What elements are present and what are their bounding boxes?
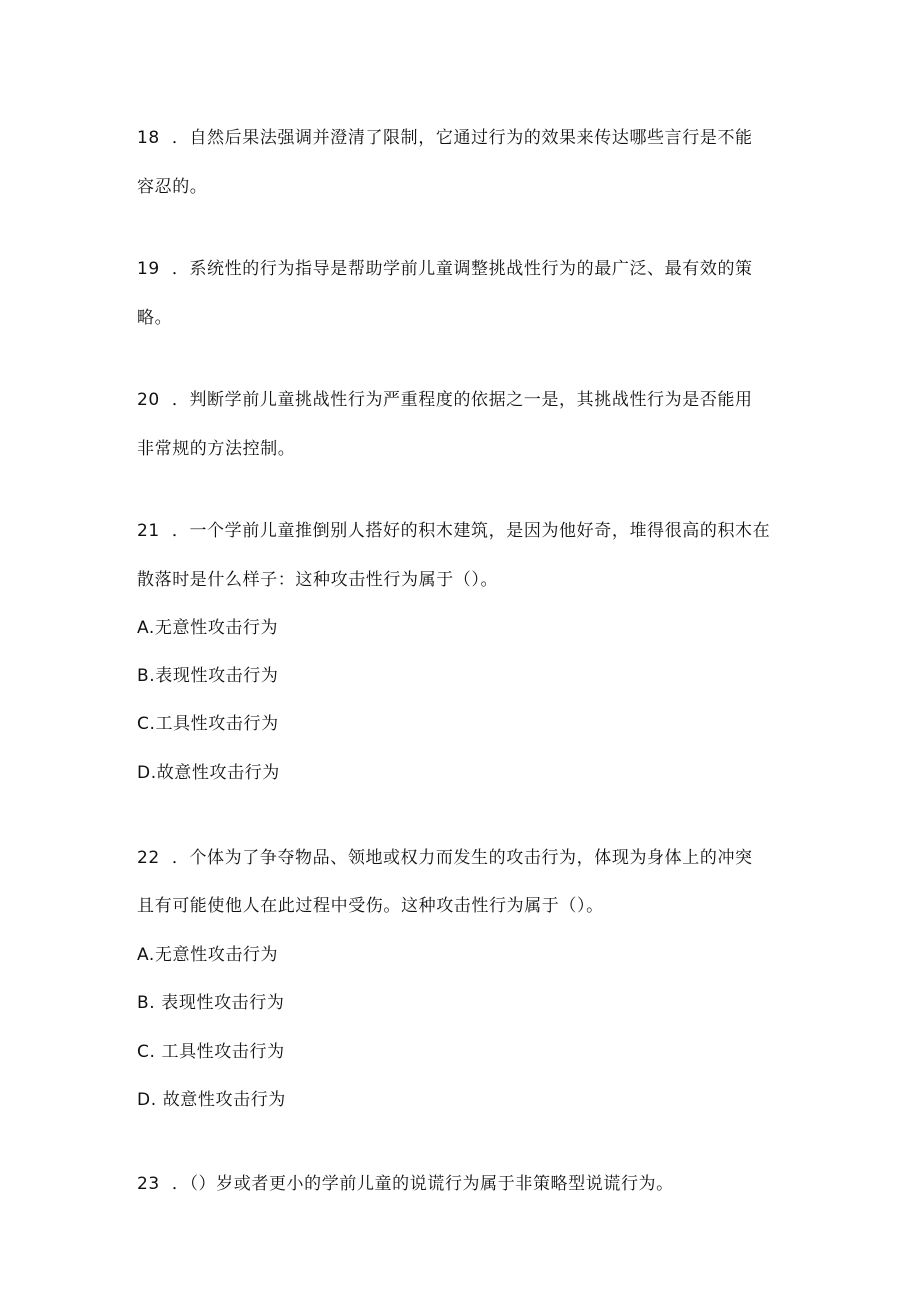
question-20-line-1 [137,389,797,411]
question-19-line-1 [137,258,797,280]
question-text: ．一个学前儿童推倒别人搭好的积木建筑，是因为他好奇，堆得很高的积木在 [171,521,771,541]
question-number: 18 [137,128,160,148]
question-22-option-d: D. 故意性攻击行为 [137,1090,286,1110]
question-21-line-2: 散落时是什么样子：这种攻击性行为属于（）。 [137,570,499,590]
question-number: 23 [137,1174,160,1194]
question-22-option-a: A.无意性攻击行为 [137,945,279,965]
question-number: 19 [137,259,160,279]
question-text: ．个体为了争夺物品、领地或权力而发生的攻击行为，体现为身体上的冲突 [171,848,753,868]
question-20-line-2: 非常规的方法控制。 [137,439,296,459]
question-text: ．自然后果法强调并澄清了限制，它通过行为的效果来传达哪些言行是不能 [171,128,753,148]
question-21-option-c: C.工具性攻击行为 [137,714,279,734]
question-18-line-2: 容忍的。 [137,177,208,197]
question-22-line-2: 且有可能使他人在此过程中受伤。这种攻击性行为属于（）。 [137,896,604,916]
question-number: 20 [137,390,160,410]
question-21-option-d: D.故意性攻击行为 [137,763,280,783]
question-18-line-1 [137,127,797,149]
question-text: ．（）岁或者更小的学前儿童的说谎行为属于非策略型说谎行为。 [171,1174,674,1194]
question-number: 21 [137,521,160,541]
question-21-line-1 [137,520,797,542]
question-19-line-2: 略。 [137,308,173,328]
question-22-option-b: B. 表现性攻击行为 [137,993,285,1013]
question-number: 22 [137,848,160,868]
question-21-option-b: B.表现性攻击行为 [137,666,279,686]
question-22-option-c: C. 工具性攻击行为 [137,1042,285,1062]
question-text: ．判断学前儿童挑战性行为严重程度的依据之一是，其挑战性行为是否能用 [171,390,753,410]
question-21-option-a: A.无意性攻击行为 [137,618,279,638]
question-text: ．系统性的行为指导是帮助学前儿童调整挑战性行为的最广泛、最有效的策 [171,259,753,279]
question-23-line-1 [137,1173,797,1195]
question-22-line-1 [137,847,797,869]
